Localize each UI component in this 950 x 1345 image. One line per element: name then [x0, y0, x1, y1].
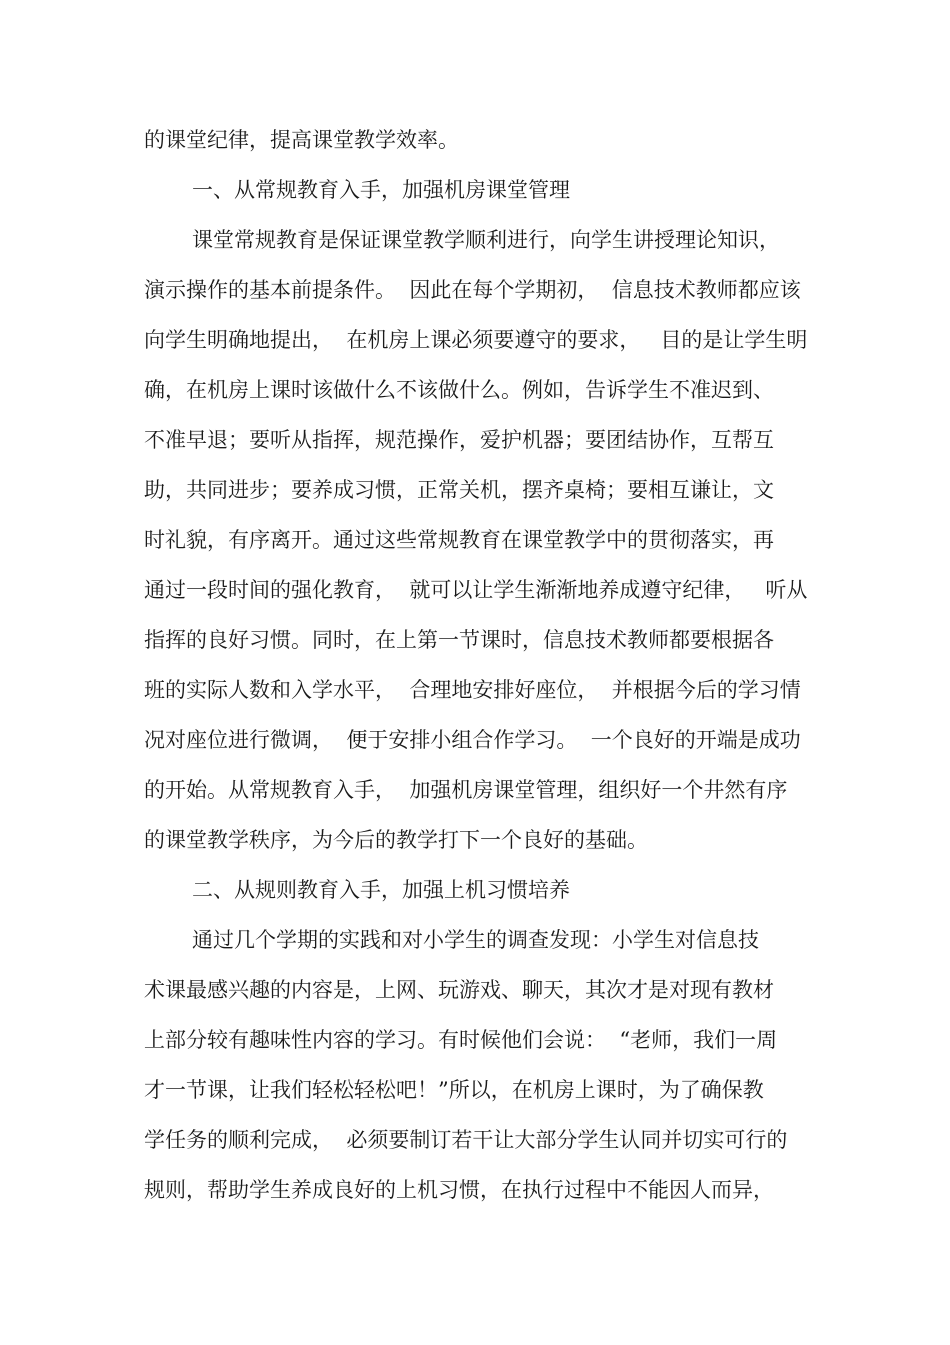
text-line: 的课堂纪律，提高课堂教学效率。 — [144, 128, 459, 152]
section-heading: 一、从常规教育入手，加强机房课堂管理 — [192, 178, 570, 202]
paragraph-line: 术课最感兴趣的内容是，上网、玩游戏、聊天，其次才是对现有教材 — [144, 978, 774, 1002]
paragraph-line: 规则，帮助学生养成良好的上机习惯，在执行过程中不能因人而异， — [144, 1178, 774, 1202]
paragraph-line: 指挥的良好习惯。同时，在上第一节课时，信息技术教师都要根据各 — [144, 628, 774, 652]
paragraph-line: 才一节课，让我们轻松轻松吧！”所以，在机房上课时，为了确保教 — [144, 1078, 764, 1102]
paragraph-line: 班的实际人数和入学水平， 合理地安排好座位， 并根据今后的学习情 — [144, 678, 801, 702]
paragraph-line: 确，在机房上课时该做什么不该做什么。例如，告诉学生不准迟到、 — [144, 378, 774, 402]
paragraph-line: 向学生明确地提出， 在机房上课必须要遵守的要求， 目的是让学生明 — [144, 328, 808, 352]
paragraph-line: 通过一段时间的强化教育， 就可以让学生渐渐地养成遵守纪律， 听从 — [144, 578, 808, 602]
paragraph-line: 不准早退；要听从指挥，规范操作，爱护机器；要团结协作，互帮互 — [144, 428, 774, 452]
section-heading: 二、从规则教育入手，加强上机习惯培养 — [192, 878, 570, 902]
paragraph-line: 况对座位进行微调， 便于安排小组合作学习。 一个良好的开端是成功 — [144, 728, 801, 752]
paragraph-line: 通过几个学期的实践和对小学生的调查发现：小学生对信息技 — [192, 928, 759, 952]
paragraph-line: 演示操作的基本前提条件。 因此在每个学期初， 信息技术教师都应该 — [144, 278, 801, 302]
paragraph-line: 时礼貌，有序离开。通过这些常规教育在课堂教学中的贯彻落实，再 — [144, 528, 774, 552]
paragraph-line: 助，共同进步；要养成习惯，正常关机，摆齐桌椅；要相互谦让，文 — [144, 478, 774, 502]
paragraph-line: 上部分较有趣味性内容的学习。有时候他们会说： “老师，我们一周 — [144, 1028, 778, 1052]
paragraph-line: 的课堂教学秩序，为今后的教学打下一个良好的基础。 — [144, 828, 648, 852]
paragraph-line: 的开始。从常规教育入手， 加强机房课堂管理，组织好一个井然有序 — [144, 778, 788, 802]
paragraph-line: 课堂常规教育是保证课堂教学顺利进行，向学生讲授理论知识， — [192, 228, 780, 252]
paragraph-line: 学任务的顺利完成， 必须要制订若干让大部分学生认同并切实可行的 — [144, 1128, 788, 1152]
